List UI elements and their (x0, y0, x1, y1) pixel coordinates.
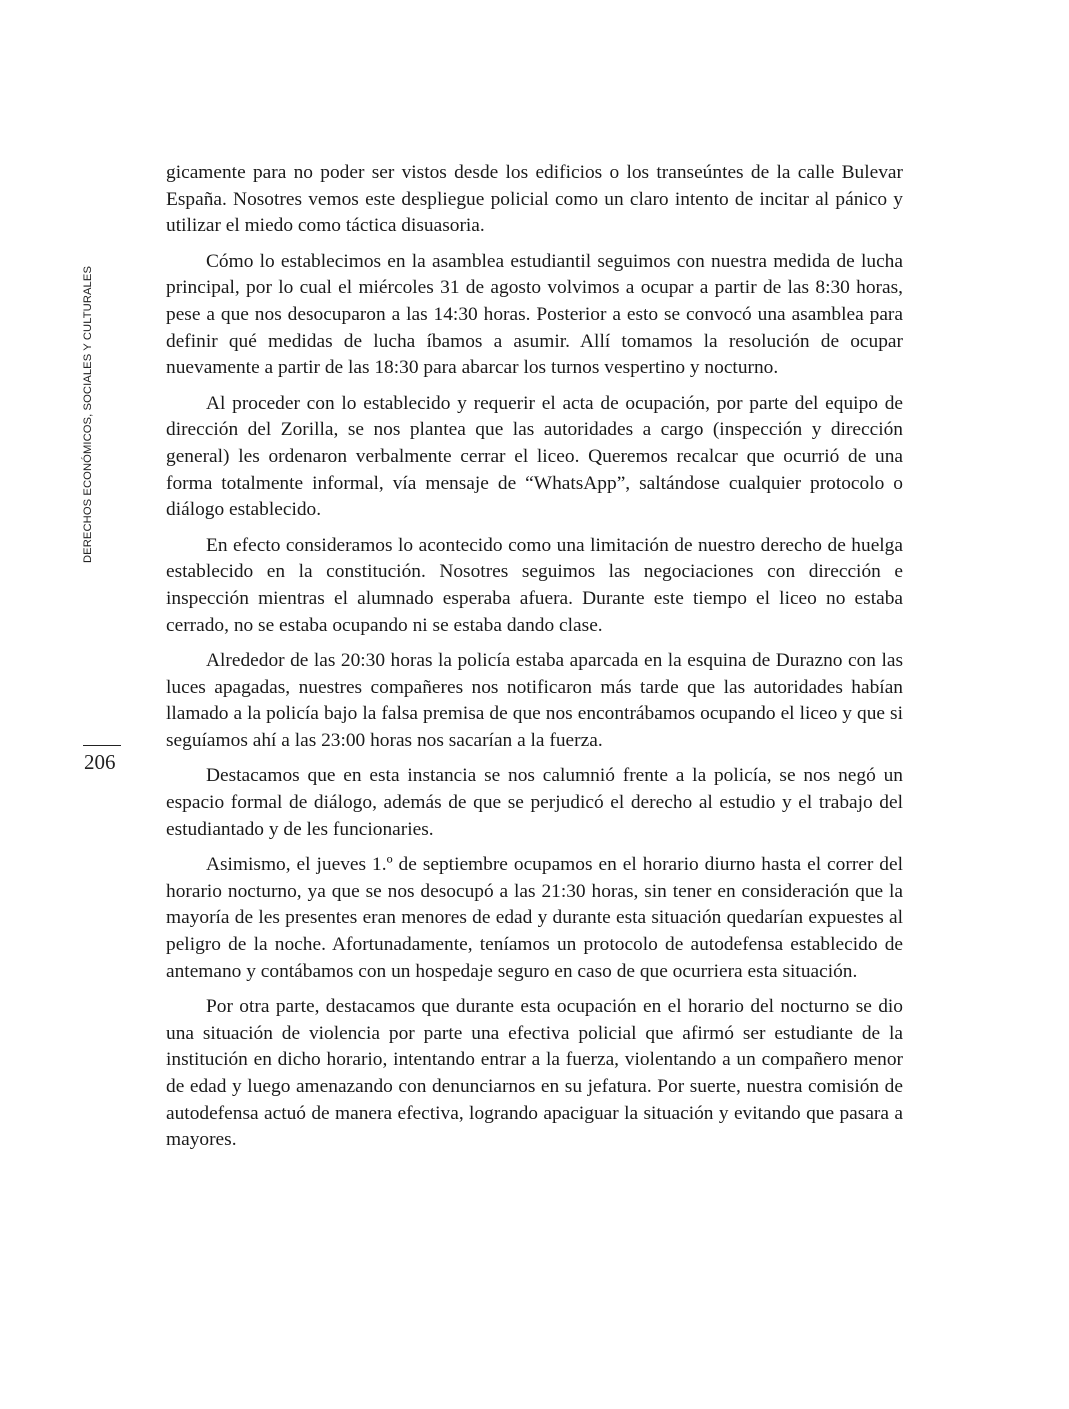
paragraph: Asimismo, el jueves 1.º de septiembre ocupamos en el horario diurno hasta el correr del horario nocturno, ya que se nos desocupó a las 21:30 horas, sin tener en consideración que la mayoría de les presentes eran menores de edad y durante esta situación quedarían expuestes al peligro de la noche. Afortunadamente, teníamos un protocolo de autodefensa establecido de antemano y contábamos con un hospedaje seguro en caso de que ocurriera esta situación. (166, 854, 903, 982)
paragraph: Cómo lo establecimos en la asamblea estudiantil seguimos con nuestra medida de lucha principal, por lo cual el miércoles 31 de agosto volvimos a ocupar a partir de las 8:30 horas, pese a que nos desocuparon a las 14:30 horas. Posterior a esto se convocó una asamblea para definir qué medidas de lucha íbamos a asumir. Allí tomamos la resolución de ocupar nuevamente a partir de las 18:30 para abarcar los turnos vespertino y nocturno. (166, 250, 903, 379)
paragraph: Alrededor de las 20:30 horas la policía estaba aparcada en la esquina de Durazno con las luces apagadas, nuestres compañeres nos notificaron más tarde que las autoridades habían llamado a la policía bajo la falsa premisa de que nos encontrábamos ocupando el liceo y que si seguíamos ahí a las 23:00 horas nos sacarían a la fuerza. (166, 650, 903, 751)
paragraph: Por otra parte, destacamos que durante esta ocupación en el horario del nocturno se dio una situación de violencia por parte una efectiva policial que afirmó ser estudiante de la institución en dicho horario, intentando entrar a la fuerza, violentando a un compañero menor de edad y luego amenazando con denunciarnos en su jefatura. Por suerte, nuestra comisión de autodefensa actuó de manera efectiva, logrando apaciguar la situación y evitando que pasara a mayores. (166, 996, 903, 1151)
paragraph-continuation: gicamente para no poder ser vistos desde los edificios o los transeúntes de la calle Bulevar España. Nosotres vemos este despliegue policial como un claro intento de incitar al pánico y utilizar el miedo como táctica disuasoria. (166, 162, 903, 237)
page-number: 206 (84, 750, 116, 774)
body-text (166, 160, 903, 1163)
paragraph: Al proceder con lo establecido y requerir el acta de ocupación, por parte del equipo de dirección del Zorilla, se nos plantea que las autoridades a cargo (inspección y dirección general) les ordenaron verbalmente cerrar el liceo. Queremos recalcar que ocurrió de una forma totalmente informal, vía mensaje de “WhatsApp”, saltándose cualquier protocolo o diálogo establecido. (166, 392, 903, 521)
paragraph: Destacamos que en esta instancia se nos calumnió frente a la policía, se nos negó un espacio formal de diálogo, además de que se perjudicó el derecho al estudio y el trabajo del estudiantado y de les funcionaries. (166, 765, 903, 840)
running-header: DERECHOS ECONÓMICOS, SOCIALES Y CULTURALES (82, 265, 94, 563)
paragraph: En efecto consideramos lo acontecido como una limitación de nuestro derecho de huelga establecido en la constitución. Nosotres seguimos las negociaciones con dirección e inspección mientras el alumnado esperaba afuera. Durante este tiempo el liceo no estaba cerrado, no se estaba ocupando ni se estaba dando clase. (166, 534, 903, 636)
page-number-rule (83, 745, 121, 746)
